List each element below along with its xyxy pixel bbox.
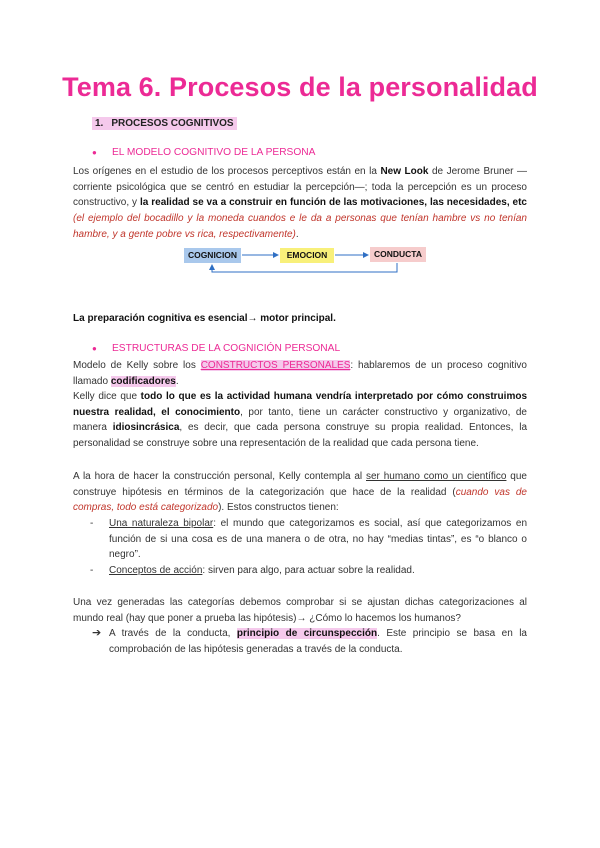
text-run: que construye hipótesis en términos de la categorización que hace de la realidad (	[73, 471, 527, 498]
bold-text: idiosincrásica	[112, 422, 180, 434]
bold-highlight: codificadores	[110, 375, 176, 387]
text-run: : hablaremos de un proceso cognitivo llamado	[73, 360, 527, 387]
underlined-text: Conceptos de acción	[109, 565, 203, 577]
arrow-list-item	[92, 626, 527, 657]
text-run: de Jerome Bruner —corriente psicológica que se centró en estudiar la percepción—; toda la percepción es un proceso constructivo, y	[73, 166, 527, 209]
text-run: A través de la conducta,	[109, 628, 237, 639]
text-run: Modelo de Kelly sobre los	[73, 360, 201, 371]
paragraph-construccion	[73, 469, 527, 516]
paragraph-kelly-dice	[73, 389, 527, 452]
bold-text: New Look	[380, 166, 429, 177]
arrow-right-icon: ➔	[92, 627, 102, 639]
diagram-arrows	[0, 0, 600, 300]
box-emocion: EMOCION	[280, 248, 334, 263]
bullet-icon: ●	[92, 344, 97, 353]
box-cognicion: COGNICION	[184, 248, 241, 263]
subheading-label: ESTRUCTURAS DE LA COGNICIÓN PERSONAL	[112, 343, 341, 354]
text-run: .	[295, 228, 299, 240]
bullet-icon: ●	[92, 148, 97, 157]
text-run: : sirven para algo, para actuar sobre la realidad.	[202, 565, 415, 577]
text-run: , por tanto, tiene un carácter constructivo y organizativo, de manera	[73, 406, 527, 434]
list-item	[90, 516, 527, 563]
subheading-label: EL MODELO COGNITIVO DE LA PERSONA	[112, 147, 316, 158]
paragraph-preparacion: La preparación cognitiva es esencial→ motor principal.	[73, 313, 336, 324]
subheading-estructuras	[92, 343, 340, 354]
constructs-list	[90, 516, 527, 579]
text-run: ). Estos constructos tienen:	[218, 502, 339, 514]
text-run: , es decir, que cada persona construye su propia realidad. Entonces, la personalidad se construye sobre una representación de la realidad que cada persona tiene.	[73, 422, 528, 450]
arrow-feedback-loop	[212, 263, 397, 272]
dash-bullet: -	[90, 565, 94, 577]
section-label: PROCESOS COGNITIVOS	[111, 118, 234, 129]
paragraph-comprobacion: Una vez generadas las categorías debemos comprobar si se ajustan dichas categorizaciones al mundo real (hay que poner a prueba las hipótesis)→ ¿Cómo lo hacemos los humanos?	[73, 597, 527, 624]
text-run: A la hora de hacer la construcción personal, Kelly contempla al	[73, 471, 366, 482]
box-conducta: CONDUCTA	[370, 247, 426, 262]
example-text: cuando vas de compras, todo está categorizado	[73, 486, 527, 514]
text-run: . Este principio se basa en la comprobación de las hipótesis generadas a través de la conducta.	[109, 628, 527, 655]
page-title: Tema 6. Procesos de la personalidad	[62, 72, 538, 102]
dash-bullet: -	[90, 518, 94, 529]
bold-text: todo lo que es la actividad humana vendría interpretado por cómo construimos nuestra realidad, el conocimiento	[73, 391, 528, 418]
text-run: .	[175, 375, 179, 387]
example-text: (el ejemplo del bocadillo y la moneda cuandos e le da a personas que tenían hambre vs no tenían hambre, y a gente pobre vs rica, respectivamente)	[73, 213, 527, 240]
underlined-text: Una naturaleza bipolar	[109, 518, 214, 529]
section-number: 1.	[95, 118, 104, 129]
arrow-item-text	[92, 626, 527, 657]
text-run: : el mundo que categorizamos es social, así que categorizamos en función de si una cosa es de una manera o de otra, no hay “medias tintas”, es “o blanco o negro”.	[109, 518, 527, 561]
paragraph-kelly-model	[73, 358, 527, 389]
bold-highlight: principio de circunspección	[236, 628, 378, 639]
constructos-link: CONSTRUCTOS PERSONALES	[200, 360, 351, 371]
underlined-text: ser humano como un científico	[366, 471, 507, 482]
bold-text: la realidad se va a construir en función de las motivaciones, las necesidades, etc	[139, 197, 527, 209]
text-run: Kelly dice que	[73, 391, 141, 402]
text-run: Los orígenes en el estudio de los procesos perceptivos están en la	[73, 166, 381, 177]
list-item	[90, 563, 527, 579]
